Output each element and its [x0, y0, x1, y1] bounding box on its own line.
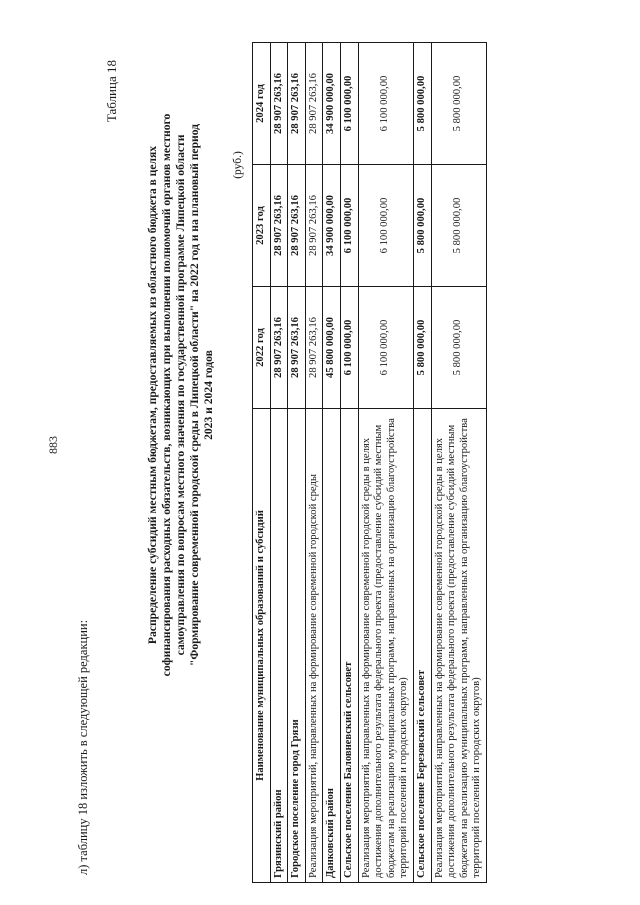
cell-name: Сельское поселение Березовский сельсовет — [413, 409, 431, 883]
cell-name: Реализация мероприятий, направленных на формирование современной городской среды — [305, 409, 323, 883]
page-number: 883 — [46, 436, 60, 454]
cell-2022: 28 907 263,16 — [288, 287, 306, 409]
cell-2024: 34 900 000,00 — [323, 43, 341, 165]
cell-2022: 5 800 000,00 — [413, 287, 431, 409]
header-2024: 2024 год — [253, 43, 271, 165]
cell-name: Городское поселение город Грязи — [288, 409, 306, 883]
cell-name: Сельское поселение Баловневский сельсовет — [340, 409, 358, 883]
cell-2023: 6 100 000,00 — [340, 165, 358, 287]
cell-2022: 45 800 000,00 — [323, 287, 341, 409]
table-row — [288, 43, 306, 883]
cell-2023: 5 800 000,00 — [431, 165, 486, 287]
table-row — [323, 43, 341, 883]
table-header-row — [253, 43, 271, 883]
cell-2024: 6 100 000,00 — [340, 43, 358, 165]
table-row — [413, 43, 431, 883]
cell-2024: 5 800 000,00 — [413, 43, 431, 165]
cell-2023: 28 907 263,16 — [288, 165, 306, 287]
cell-2022: 28 907 263,16 — [270, 287, 288, 409]
cell-name: Грязинский район — [270, 409, 288, 883]
heading-line: самоуправления по вопросам местного значения по государственной программе Липецкой области — [174, 134, 187, 656]
heading-line: софинансирования расходных обязательств, возникающих при выполнении полномочий органов местного — [160, 113, 173, 677]
cell-2024: 28 907 263,16 — [305, 43, 323, 165]
cell-2022: 6 100 000,00 — [340, 287, 358, 409]
cell-2023: 6 100 000,00 — [358, 165, 413, 287]
cell-2023: 34 900 000,00 — [323, 165, 341, 287]
cell-name: Данковский район — [323, 409, 341, 883]
cell-2024: 6 100 000,00 — [358, 43, 413, 165]
cell-2024: 28 907 263,16 — [270, 43, 288, 165]
cell-2023: 28 907 263,16 — [305, 165, 323, 287]
cell-2023: 5 800 000,00 — [413, 165, 431, 287]
table-label: Таблица 18 — [104, 60, 119, 123]
table-row — [431, 43, 486, 883]
table-row — [358, 43, 413, 883]
cell-2024: 5 800 000,00 — [431, 43, 486, 165]
table-row — [270, 43, 288, 883]
cell-2022: 5 800 000,00 — [431, 287, 486, 409]
table-heading — [146, 75, 216, 715]
heading-line: 2023 и 2024 годов — [202, 350, 215, 440]
header-2023: 2023 год — [253, 165, 271, 287]
cell-2022: 6 100 000,00 — [358, 287, 413, 409]
unit-label: (руб.) — [232, 151, 244, 179]
table-row — [305, 43, 323, 883]
cell-name: Реализация мероприятий, направленных на формирование современной городской среды в целях достижения дополнительного результата федерального проекта (предоставление субсидий местным бюджетам на реализацию муниципальных программ, направленных на организацию благоустройства территорий поселений и городских округов) — [431, 409, 486, 883]
header-name: Наименование муниципальных образований и субсидий — [253, 409, 271, 883]
header-2022: 2022 год — [253, 287, 271, 409]
heading-line: Распределение субсидий местным бюджетам, предоставляемых из областного бюджета в целях — [146, 145, 159, 645]
cell-2023: 28 907 263,16 — [270, 165, 288, 287]
heading-line: "Формирование современной городской среды в Липецкой области" на 2022 год и на плановый период — [188, 123, 201, 667]
subsidy-table — [252, 42, 487, 883]
intro-line: л) таблицу 18 изложить в следующей редакции: — [76, 619, 90, 875]
cell-2024: 28 907 263,16 — [288, 43, 306, 165]
cell-name: Реализация мероприятий, направленных на формирование современной городской среды в целях достижения дополнительного результата федерального проекта (предоставление субсидий местным бюджетам на реализацию муниципальных программ, направленных на организацию благоустройства территорий поселений и городских округов) — [358, 409, 413, 883]
cell-2022: 28 907 263,16 — [305, 287, 323, 409]
table-row — [340, 43, 358, 883]
